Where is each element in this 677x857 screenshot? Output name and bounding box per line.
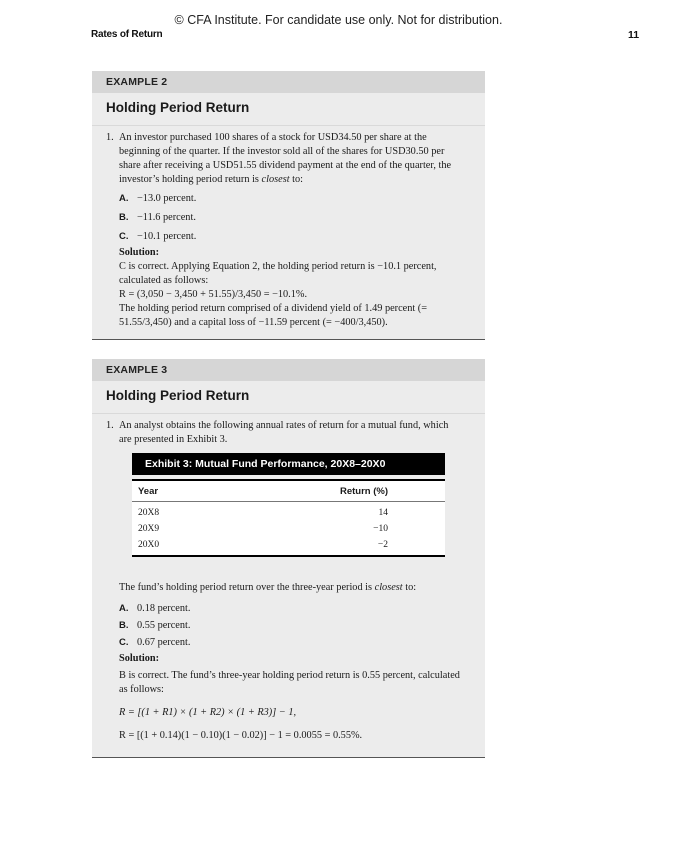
example-label: EXAMPLE 2 (92, 71, 485, 93)
solution-text: B is correct. The fund’s three-year holding period return is 0.55 percent, calculated as follows: (119, 670, 460, 695)
option-text: 0.55 percent. (137, 620, 191, 631)
example-title: Holding Period Return (92, 381, 485, 414)
followup-question (106, 581, 463, 595)
option-text: 0.18 percent. (137, 603, 191, 614)
question (106, 419, 463, 447)
example-3-box (92, 359, 485, 758)
exhibit-3 (132, 453, 445, 557)
solution-line: C is correct. Applying Equation 2, the holding period return is −10.1 percent, calculated as follows: (119, 261, 437, 286)
column-header-year: Year (138, 486, 159, 497)
table-header (132, 481, 445, 502)
option-a (106, 602, 463, 616)
page-number: 11 (628, 29, 640, 41)
formula-computed: R = [(1 + 0.14)(1 − 0.10)(1 − 0.02)] − 1 = 0.0055 = 0.55%. (119, 730, 363, 741)
cell-return: −10 (373, 524, 388, 534)
option-letter: B. (119, 212, 129, 223)
followup-emphasis: closest (374, 582, 403, 593)
question-text: An investor purchased 100 shares of a stock for USD34.50 per share at the beginning of the quarter. If the investor sold all of the shares for USD30.50 per share after receiving a USD51.55 dividend payment at the end of the quarter, the investor’s holding period return is (119, 132, 452, 185)
option-c (106, 230, 463, 244)
example-2-box (92, 71, 485, 340)
exhibit-title: Exhibit 3: Mutual Fund Performance, 20X8–20X0 (132, 453, 445, 475)
option-c (106, 636, 463, 650)
solution-label: Solution: (119, 247, 160, 258)
option-letter: A. (119, 603, 129, 614)
option-b (106, 619, 463, 633)
option-text: −11.6 percent. (137, 212, 196, 223)
cell-return: −2 (377, 540, 388, 550)
example-body (92, 414, 485, 743)
question-emphasis: closest (261, 174, 290, 185)
followup-text: The fund’s holding period return over the three-year period is (119, 582, 375, 593)
solution-formula: R = (3,050 − 3,450 + 51.55)/3,450 = −10.1%. (119, 289, 308, 300)
cell-year: 20X0 (138, 540, 160, 550)
watermark-notice: © CFA Institute. For candidate use only. Not for distribution. (174, 13, 503, 27)
solution (106, 260, 463, 330)
formula-general: R = [(1 + R1) × (1 + R2) × (1 + R3)] − 1, (119, 707, 297, 718)
option-a (106, 192, 463, 206)
table-row (132, 537, 445, 553)
table-row (132, 505, 445, 521)
option-b (106, 211, 463, 225)
solution-line: The holding period return comprised of a dividend yield of 1.49 percent (= 51.55/3,450) and a capital loss of −11.59 percent (= −400/3,450). (119, 303, 428, 328)
running-head: Rates of Return (91, 29, 163, 40)
example-label: EXAMPLE 3 (92, 359, 485, 381)
example-body (92, 126, 485, 330)
option-letter: A. (119, 193, 129, 204)
question-text-end: to: (289, 174, 304, 185)
example-title: Holding Period Return (92, 93, 485, 126)
question (106, 131, 463, 187)
option-letter: C. (119, 231, 129, 242)
option-text: 0.67 percent. (137, 637, 191, 648)
option-letter: C. (119, 637, 129, 648)
question-number: 1. (106, 132, 114, 143)
solution-label: Solution: (119, 653, 160, 664)
question-text: An analyst obtains the following annual rates of return for a mutual fund, which are presented in Exhibit 3. (119, 420, 449, 445)
question-number: 1. (106, 420, 114, 431)
column-header-return: Return (%) (339, 486, 388, 497)
followup-text-end: to: (402, 582, 417, 593)
exhibit-table (132, 479, 445, 557)
cell-year: 20X9 (138, 524, 160, 534)
cell-return: 14 (378, 508, 388, 518)
option-text: −10.1 percent. (137, 231, 197, 242)
cell-year: 20X8 (138, 508, 160, 518)
table-row (132, 521, 445, 537)
option-text: −13.0 percent. (137, 193, 197, 204)
option-letter: B. (119, 620, 129, 631)
